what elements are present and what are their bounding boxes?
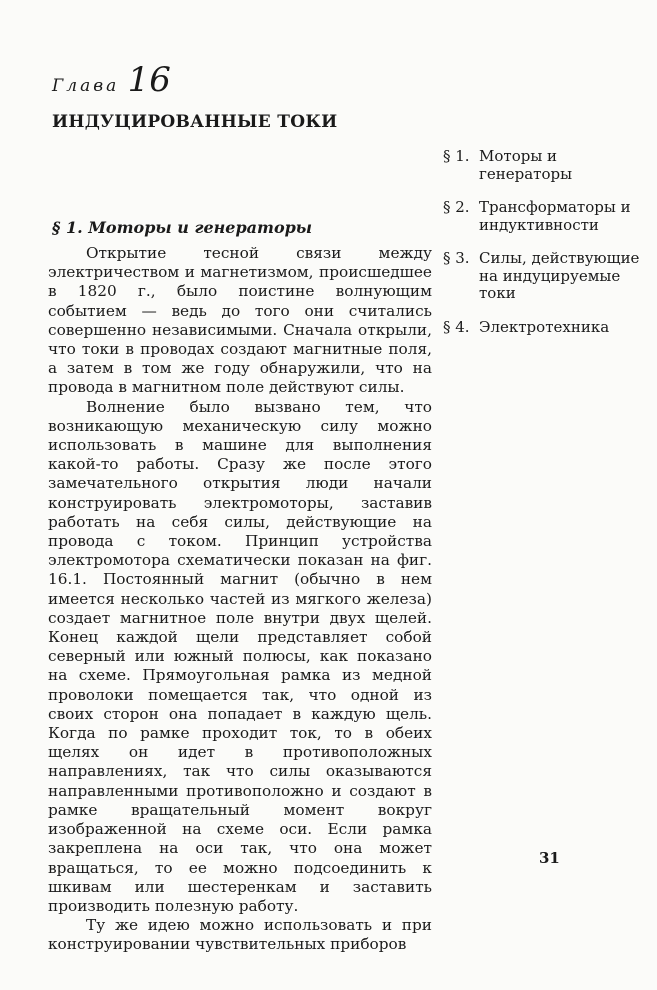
toc-label: Трансформаторы и индуктивности (479, 198, 631, 234)
page-number: 31 (539, 849, 560, 867)
body-text (48, 244, 432, 955)
toc-item (443, 319, 648, 337)
toc-label: Электротехника (479, 317, 610, 336)
toc-number: § 2. (443, 198, 470, 216)
toc-item (443, 199, 648, 234)
paragraph: Ту же идею можно использовать и при конструировании чувствительных приборов (48, 916, 432, 954)
chapter-title: ИНДУЦИРОВАННЫЕ ТОКИ (52, 112, 338, 132)
section-heading: § 1. Моторы и генераторы (52, 218, 313, 237)
chapter-number: 16 (127, 60, 171, 100)
paragraph: Открытие тесной связи между электричеством и магнетизмом, происшедшее в 1820 г., было поистине волнующим событием — ведь до того они считались совершенно независимыми. Сначала открыли, что токи в проводах создают магнитные поля, а затем в том же году обнаружили, что на провода в магнитном поле действуют силы. (48, 244, 432, 397)
chapter-label (52, 60, 171, 100)
toc-item (443, 250, 648, 303)
toc-number: § 1. (443, 147, 470, 165)
toc-item (443, 148, 648, 183)
paragraph: Волнение было вызвано тем, что возникающую механическую силу можно использовать в машине для выполнения какой-то работы. Сразу же после этого замечательного открытия люди начали конструировать электромоторы, заставив работать на себя силы, действующие на провода с током. Принцип устройства электромотора схематически показан на фиг. 16.1. Постоянный магнит (обычно в нем имеется несколько частей из мягкого железа) создает магнитное поле внутри двух щелей. Конец каждой щели представляет собой северный или южный полюсы, как показано на схеме. Прямоугольная рамка из медной проволоки помещается так, что одной из своих сторон она попадает в каждую щель. Когда по рамке проходит ток, то в обеих щелях он идет в противоположных направлениях, так что силы оказываются направленными противоположно и создают в рамке вращательный момент вокруг изображенной на схеме оси. Если рамка закреплена на оси так, что она может вращаться, то ее можно подсоединить к шкивам или шестеренкам и заставить производить полезную работу. (48, 397, 432, 915)
toc-number: § 4. (443, 317, 470, 336)
toc-label: Моторы и генераторы (479, 147, 573, 183)
chapter-contents (443, 148, 648, 352)
toc-label: Силы, действующие на индуцируемые токи (479, 249, 640, 302)
chapter-word: Глава (52, 76, 120, 96)
toc-number: § 3. (443, 249, 470, 267)
